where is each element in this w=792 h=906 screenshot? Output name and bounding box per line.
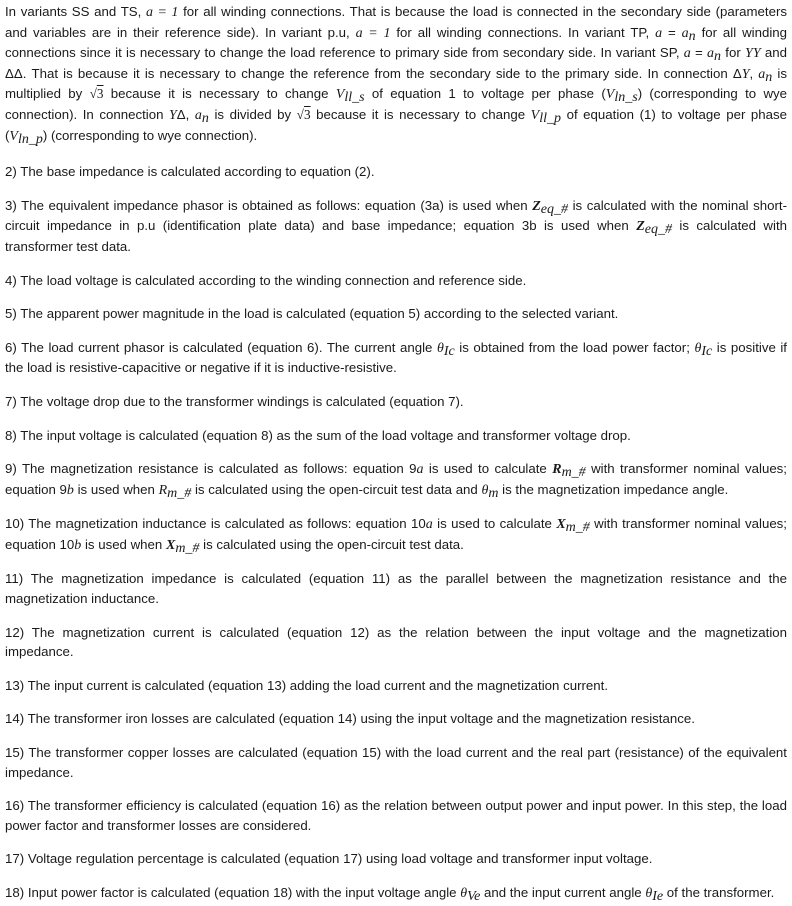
step-11: 11) The magnetization impedance is calculated (equation 11) as the parallel between the magnetization resistance and the magnetization inductance. (5, 571, 787, 607)
step-9: 9) The magnetization resistance is calculated as follows: equation 9a is used to calculate $R_{m\_\#}$ with transformer nominal values; equation 9b is used when $R_{m\_\#}$ is calculated using the open-circuit test data and $\theta_m$ is the magnetization impedance angle. (5, 461, 787, 501)
step-7: 7) The voltage drop due to the transformer windings is calculated (equation 7). (5, 393, 464, 409)
step-2: 2) The base impedance is calculated according to equation (2). (5, 164, 375, 180)
step-6: 6) The load current phasor is calculated (equation 6). The current angle $\theta_{Ic}$ is obtained from the load power factor; $\theta_{Ic}$ is positive if the load is resistive-capacitive or negative if it is inductive-resistive. (5, 339, 787, 376)
paragraph-1-continued: In variants SS and TS, a = 1 for all winding connections. That is because the load is connected in the secondary side (parameters and variables are in their reference side). In variant p.u, a = 1 for all winding connections. In variant TP, $a = a_n$ for all winding connections since it is necessary to change the load reference to primary side from secondary side. In variant SP, $a = a_n$ for YY and ΔΔ. That is because it is necessary to change the reference from the secondary side to the primary side. In connection ΔY, $a_n$ is multiplied by √3 because it is necessary to change $V_{ll\_s}$ of equation 1 to voltage per phase $(V_{ln\_s})$ (corresponding to wye connection). In connection YΔ, $a_n$ is divided by √3 because it is necessary to change $V_{ll\_p}$ of equation (1) to voltage per phase $(V_{ln\_p})$ (corresponding to wye connection). (5, 4, 788, 147)
step-18: 18) Input power factor is calculated (equation 18) with the input voltage angle $\theta_{Ve}$ and the input current angle $\theta_{Ie}$ of the transformer. (5, 885, 775, 904)
step-14: 14) The transformer iron losses are calculated (equation 14) using the input voltage and the magnetization resistance. (5, 711, 695, 727)
step-17: 17) Voltage regulation percentage is calculated (equation 17) using load voltage and transformer input voltage. (5, 851, 653, 867)
step-5: 5) The apparent power magnitude in the load is calculated (equation 5) according to the selected variant. (5, 306, 619, 322)
step-8: 8) The input voltage is calculated (equation 8) as the sum of the load voltage and transformer voltage drop. (5, 427, 631, 443)
step-10: 10) The magnetization inductance is calculated as follows: equation 10a is used to calculate $X_{m\_\#}$ with transformer nominal values; equation 10b is used when $X_{m\_\#}$ is calculated using the open-circuit test data. (5, 516, 787, 556)
step-3: 3) The equivalent impedance phasor is obtained as follows: equation (3a) is used when $Z_{eq\_\#}$ is calculated with the nominal short-circuit impedance in p.u (identification plate data) and base impedance; equation 3b is used when $Z_{eq\_\#}$ is calculated with transformer test data. (5, 197, 787, 254)
step-12: 12) The magnetization current is calculated (equation 12) as the relation between the input voltage and the magnetization impedance. (5, 624, 787, 660)
step-16: 16) The transformer efficiency is calculated (equation 16) as the relation between output power and input power. In this step, the load power factor and transformer losses are considered. (5, 798, 787, 833)
step-13: 13) The input current is calculated (equation 13) adding the load current and the magnetization current. (5, 677, 609, 693)
step-4: 4) The load voltage is calculated according to the winding connection and reference side. (5, 272, 527, 288)
step-15: 15) The transformer copper losses are calculated (equation 15) with the load current and the real part (resistance) of the equivalent impedance. (5, 745, 787, 780)
